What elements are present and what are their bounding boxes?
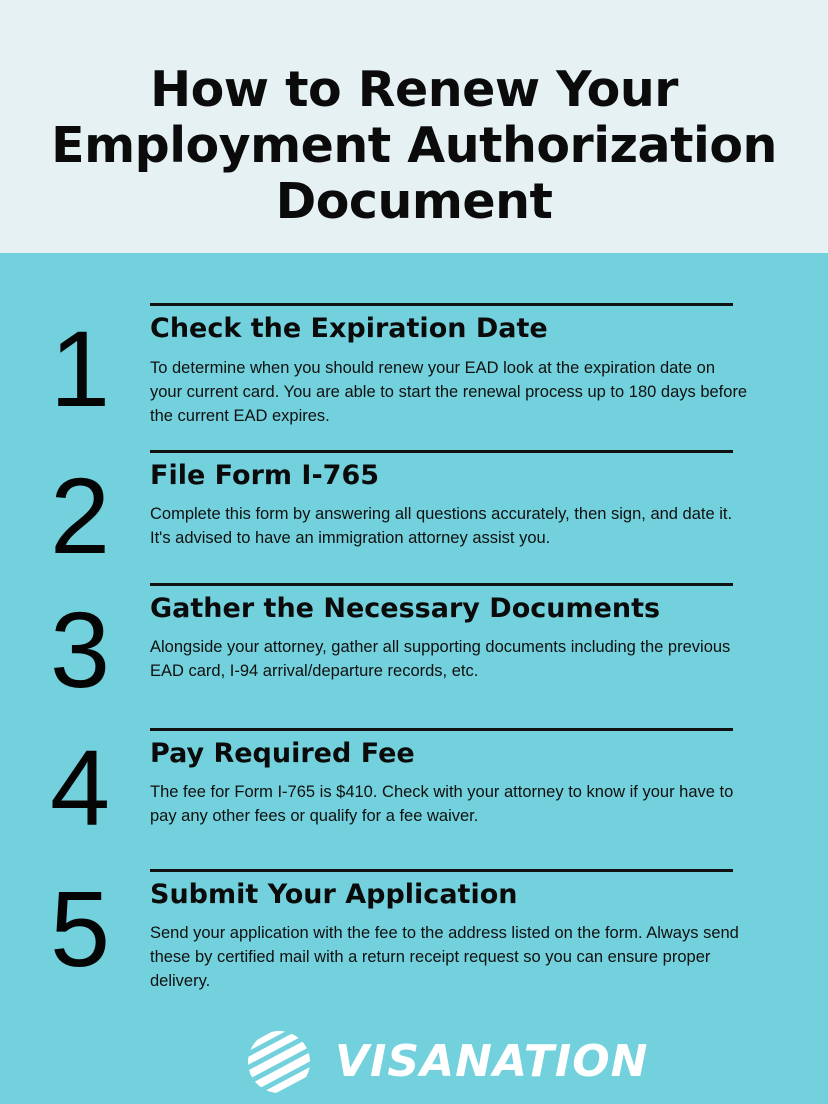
step-heading: File Form I-765 <box>150 460 380 491</box>
step-description: The fee for Form I-765 is $410. Check with your attorney to know if your have to pay any other fees or qualify for a fee waiver. <box>150 783 734 825</box>
step-heading: Check the Expiration Date <box>150 313 548 344</box>
header <box>0 0 828 253</box>
step-divider <box>150 303 733 306</box>
step-heading: Pay Required Fee <box>150 738 415 769</box>
step-description: To determine when you should renew your EAD look at the expiration date on your current card. You are able to start the renewal process up to 180 days before the current EAD expires. <box>150 359 748 425</box>
step-description: Send your application with the fee to the address listed on the form. Always send these by certified mail with a return receipt request so you can ensure proper delivery. <box>150 924 739 990</box>
step-description: Alongside your attorney, gather all supporting documents including the previous EAD card, I-94 arrival/departure records, etc. <box>150 638 731 680</box>
step-number: 3 <box>49 589 111 710</box>
step-heading: Gather the Necessary Documents <box>150 593 661 624</box>
step-number: 5 <box>49 868 111 989</box>
step-number: 2 <box>49 455 111 576</box>
visanation-logo <box>247 1030 647 1094</box>
step-divider <box>150 869 733 872</box>
step-divider <box>150 728 733 731</box>
step-divider <box>150 583 733 586</box>
step-heading: Submit Your Application <box>150 879 518 910</box>
striped-globe-icon <box>247 1030 311 1094</box>
step-description: Complete this form by answering all questions accurately, then sign, and date it. It's advised to have an immigration attorney assist you. <box>150 505 733 547</box>
brand-name: VISANATION <box>335 1036 649 1087</box>
step-divider <box>150 450 733 453</box>
step-number: 4 <box>49 727 111 848</box>
page-title: How to Renew Your Employment Authorization Document <box>51 61 777 230</box>
step-number: 1 <box>49 308 111 429</box>
